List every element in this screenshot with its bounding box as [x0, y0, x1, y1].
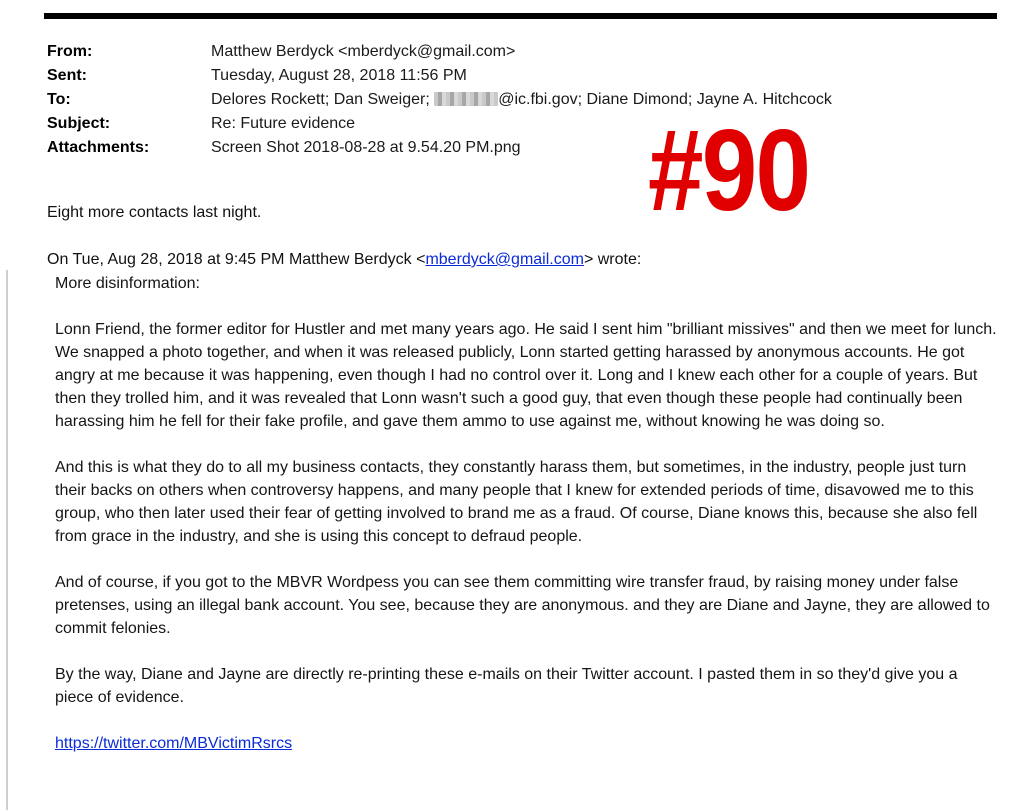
attachment-filename[interactable]: Screen Shot 2018-08-28 at 9.54.20 PM.png: [211, 139, 521, 156]
to-recipients-end: @ic.fbi.gov; Diane Dimond; Jayne A. Hitchcock: [498, 91, 832, 108]
from-value: Matthew Berdyck <mberdyck@gmail.com>: [211, 43, 516, 60]
top-divider: [44, 13, 997, 19]
sent-label: Sent:: [47, 67, 87, 84]
body-paragraph-5: By the way, Diane and Jayne are directly re-printing these e-mails on their Twitter account. I pasted them in so they'd give you a piece of evidence.: [55, 666, 958, 706]
body-paragraph-4: And of course, if you got to the MBVR Wordpess you can see them committing wire transfer fraud, by raising money under false pretenses, using an illegal bank account. You see, because they are anonymous. and they are Diane and Jayne, they are allowed to commit felonies.: [55, 574, 990, 637]
sender-email-link[interactable]: mberdyck@gmail.com: [425, 251, 584, 268]
from-label: From:: [47, 43, 93, 60]
quote-header-suffix: > wrote:: [583, 251, 642, 268]
attachments-label: Attachments:: [47, 139, 150, 156]
exhibit-number-stamp: #90: [648, 105, 810, 235]
from-row: [47, 40, 832, 64]
body-paragraph-2: Lonn Friend, the former editor for Hustler and met many years ago. He said I sent him "brilliant missives" and then we meet for lunch. We snapped a photo together, and when it was released publicly, Lonn started getting harassed by anonymous accounts. He got angry at me because it was happening, even though I had no control over it. Long and I knew each other for a couple of years. But then they trolled him, and it was revealed that Lonn wasn't such a good guy, that even though these people had continually been harassing him he fell for their fake profile, and gave them ammo to use against me, without knowing he was doing so.: [55, 321, 997, 430]
quoted-message-body: [55, 272, 1000, 778]
quote-header-prefix: On Tue, Aug 28, 2018 at 9:45 PM Matthew Berdyck <: [47, 251, 426, 268]
reply-text: Eight more contacts last night.: [47, 204, 262, 221]
quoted-reply-header: [47, 249, 641, 271]
redacted-email-block: [434, 92, 498, 106]
to-label: To:: [47, 91, 71, 108]
body-paragraph-3: And this is what they do to all my business contacts, they constantly harass them, but sometimes, in the industry, people just turn their backs on others when controversy happens, and many people that I knew for extended periods of time, disavowed me to this group, who then later used their fear of getting involved to brand me as a fraud. Of course, Diane knows this, because she also fell from grace in the industry, and she is using this concept to defraud people.: [55, 459, 978, 545]
sent-row: [47, 64, 832, 88]
quote-indent-bar: [6, 270, 8, 810]
to-recipients-start: Delores Rockett; Dan Sweiger;: [211, 91, 435, 108]
subject-value: Re: Future evidence: [211, 115, 356, 132]
subject-label: Subject:: [47, 115, 111, 132]
body-paragraph-1: More disinformation:: [55, 275, 200, 292]
twitter-link-paragraph: [55, 732, 1000, 755]
sent-value: Tuesday, August 28, 2018 11:56 PM: [211, 67, 467, 84]
twitter-link[interactable]: https://twitter.com/MBVictimRsrcs: [55, 735, 293, 752]
